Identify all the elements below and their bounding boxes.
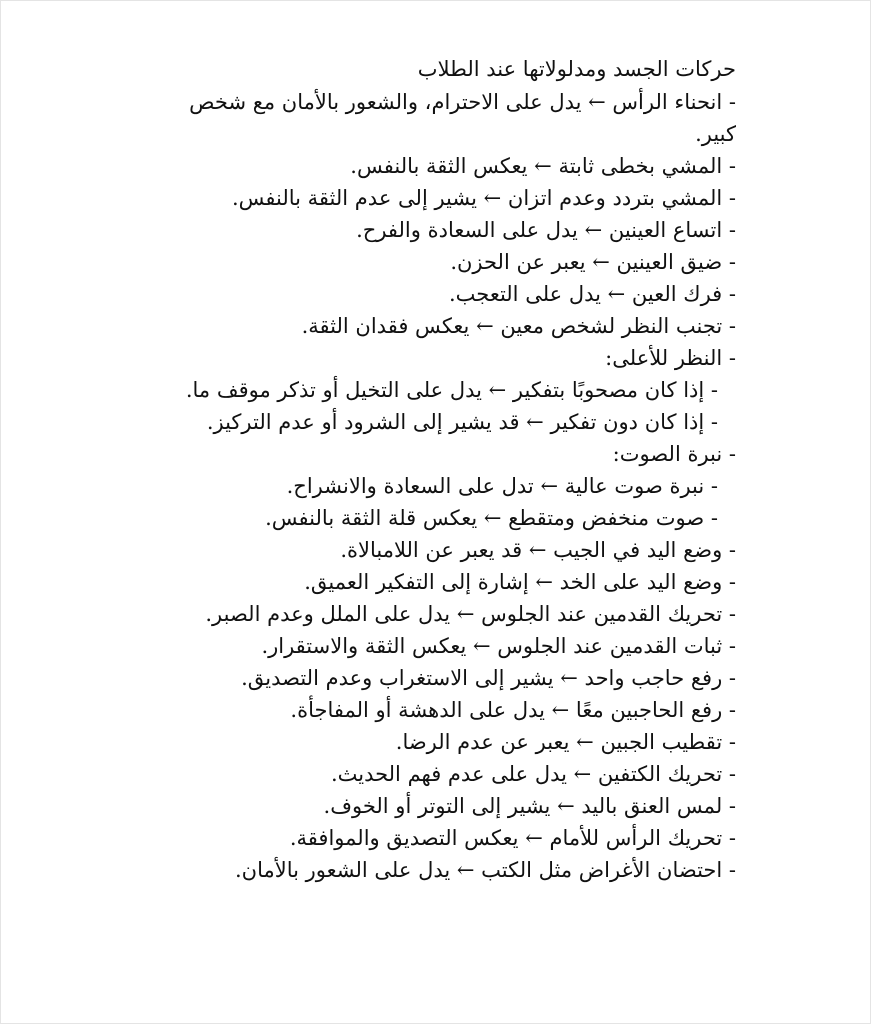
list-item: - احتضان الأغراض مثل الكتب ← يدل على الشعور بالأمان. (235, 858, 736, 882)
list-item: - وضع اليد على الخد ← إشارة إلى التفكير العميق. (304, 570, 736, 594)
list-item: - تحريك الرأس للأمام ← يعكس التصديق والموافقة. (289, 826, 736, 850)
list-item: - نبرة الصوت: (612, 442, 736, 466)
list-item: - رفع حاجب واحد ← يشير إلى الاستغراب وعدم التصديق. (241, 666, 736, 690)
list-item: - رفع الحاجبين معًا ← يدل على الدهشة أو المفاجأة. (290, 698, 736, 722)
list-item: - انحناء الرأس ← يدل على الاحترام، والشعور بالأمان مع شخص كبير. (189, 90, 736, 146)
list-item: - النظر للأعلى: (605, 346, 736, 370)
list-item: - تحريك القدمين عند الجلوس ← يدل على الملل وعدم الصبر. (205, 602, 736, 626)
list-item: - تحريك الكتفين ← يدل على عدم فهم الحديث. (330, 762, 736, 786)
list-item: - تجنب النظر لشخص معين ← يعكس فقدان الثقة. (301, 314, 736, 338)
list-item: - اتساع العينين ← يدل على السعادة والفرح. (356, 218, 736, 242)
list-item: - ثبات القدمين عند الجلوس ← يعكس الثقة والاستقرار. (261, 634, 736, 658)
list-item: - فرك العين ← يدل على التعجب. (448, 282, 736, 306)
list-item: - ضيق العينين ← يعبر عن الحزن. (450, 250, 736, 274)
list-item: - المشي بتردد وعدم اتزان ← يشير إلى عدم الثقة بالنفس. (231, 186, 736, 210)
sub-list-item: - نبرة صوت عالية ← تدل على السعادة والانشراح. (286, 474, 718, 498)
sub-list-item: - صوت منخفض ومتقطع ← يعكس قلة الثقة بالنفس. (265, 506, 718, 530)
list-item: - تقطيب الجبين ← يعبر عن عدم الرضا. (395, 730, 736, 754)
document-body (156, 53, 736, 886)
list-item: - لمس العنق باليد ← يشير إلى التوتر أو الخوف. (323, 794, 736, 818)
sub-list-item: - إذا كان دون تفكير ← قد يشير إلى الشرود أو عدم التركيز. (206, 410, 718, 434)
sub-list-item: - إذا كان مصحوبًا بتفكير ← يدل على التخيل أو تذكر موقف ما. (185, 378, 718, 402)
document-title: حركات الجسد ومدلولاتها عند الطلاب (417, 57, 736, 81)
list-item: - وضع اليد في الجيب ← قد يعبر عن اللامبالاة. (340, 538, 736, 562)
list-item: - المشي بخطى ثابتة ← يعكس الثقة بالنفس. (350, 154, 736, 178)
